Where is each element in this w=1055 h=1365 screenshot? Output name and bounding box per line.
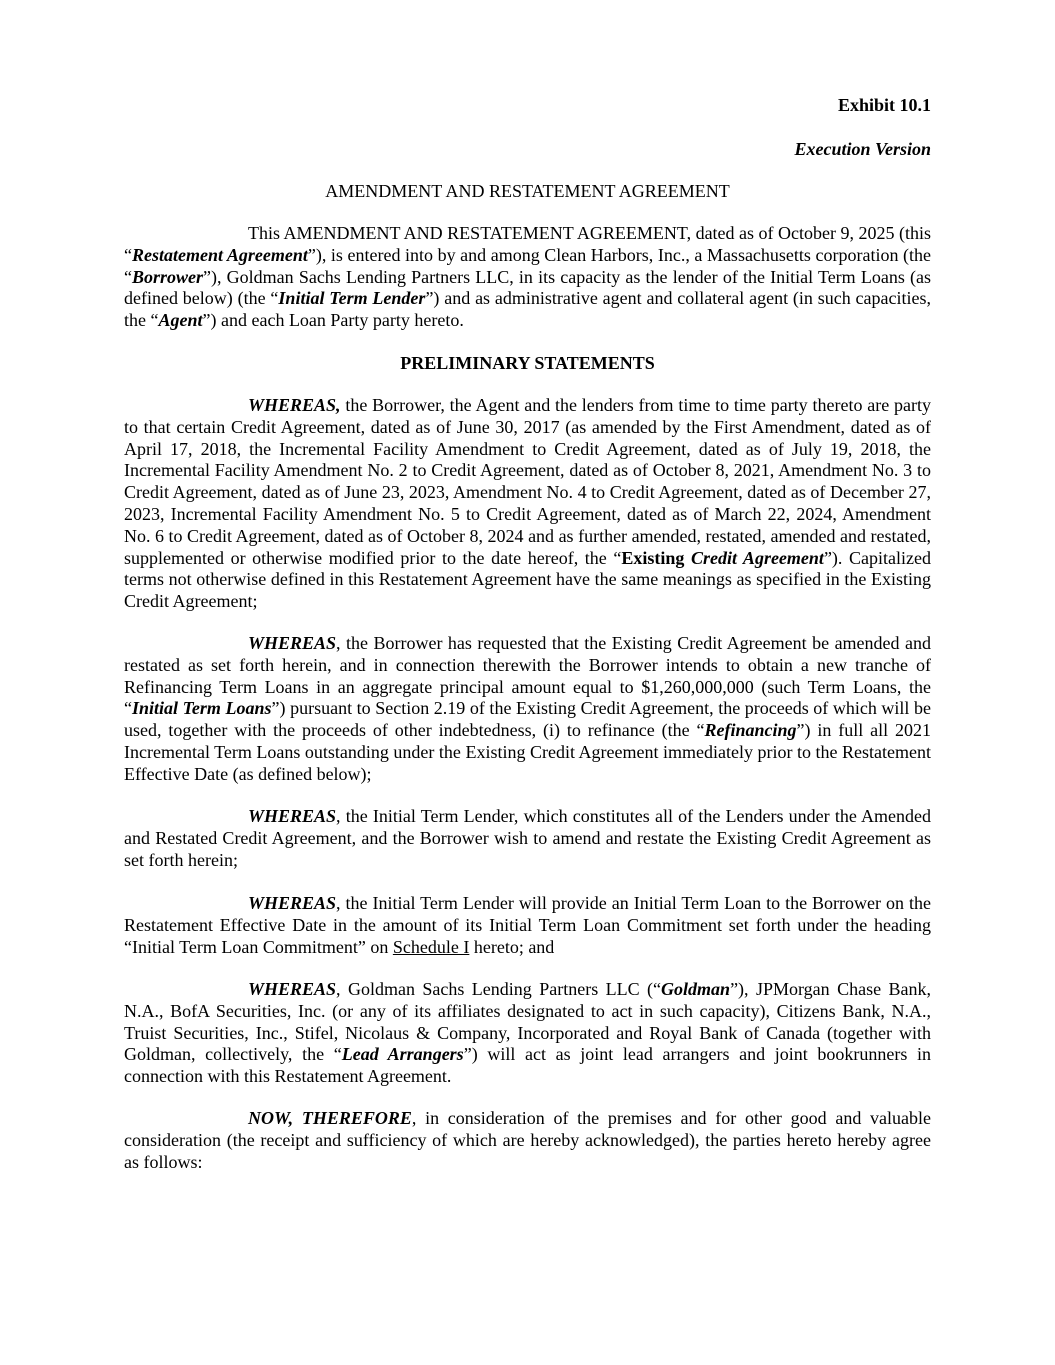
now-therefore-lead: NOW, THEREFORE xyxy=(248,1108,412,1128)
whereas-paragraph-1: WHEREAS, the Borrower, the Agent and the lenders from time to time party thereto are party to that certain Credit Agreement, dated as of June 30, 2017 (as amended by the First Amendment, dated as of April 17, 2018, the Incremental Facility Amendment to Credit Agreement, dated as of July 19, 2018, the Incremental Facility Amendment No. 2 to Credit Agreement, dated as of October 8, 2021, Amendment No. 3 to Credit Agreement, dated as of June 23, 2023, Amendment No. 4 to Credit Agreement, dated as of December 27, 2023, Incremental Facility Amendment No. 5 to Credit Agreement, dated as of March 22, 2024, Amendment No. 6 to Credit Agreement, dated as of October 8, 2024 and as further amended, restated, amended and restated, supplemented or otherwise modified prior to the date hereof, the “Existing Credit Agreement”). Capitalized terms not otherwise defined in this Restatement Agreement have the same meanings as specified in the Existing Credit Agreement; xyxy=(124,395,931,612)
whereas-lead: WHEREAS xyxy=(248,979,337,999)
defined-term: Goldman xyxy=(661,979,731,999)
defined-term: Existing xyxy=(621,547,691,568)
whereas-lead: WHEREAS xyxy=(248,633,337,653)
version-label: Execution Version xyxy=(794,139,931,159)
exhibit-label: Exhibit 10.1 xyxy=(837,95,931,115)
defined-term: Lead Arrangers xyxy=(341,1044,464,1065)
whereas-paragraph-3: WHEREAS, the Initial Term Lender, which constitutes all of the Lenders under the Amended and Restated Credit Agreement, and the Borrower wish to amend and restate the Existing Credit Agreement as set forth herein; xyxy=(124,806,931,870)
now-therefore-paragraph: NOW, THEREFORE, in consideration of the premises and for other good and valuable consideration (the receipt and sufficiency of which are hereby acknowledged), the parties hereto hereby agree as follows: xyxy=(124,1108,931,1172)
whereas-paragraph-2: WHEREAS, the Borrower has requested that the Existing Credit Agreement be amended and restated as set forth herein, and in connection therewith the Borrower intends to obtain a new tranche of Refinancing Term Loans in an aggregate principal amount equal to $1,260,000,000 (such Term Loans, the “Initial Term Loans”) pursuant to Section 2.19 of the Existing Credit Agreement, the proceeds of which will be used, together with the proceeds of other indebtedness, (i) to refinance (the “Refinancing”) in full all 2021 Incremental Term Loans outstanding under the Existing Credit Agreement immediately prior to the Restatement Effective Date (as defined below); xyxy=(124,633,931,784)
defined-term: Initial Term Lender xyxy=(278,288,426,309)
document-title: AMENDMENT AND RESTATEMENT AGREEMENT xyxy=(325,181,730,201)
whereas-lead: WHEREAS xyxy=(248,893,337,913)
defined-term: Borrower xyxy=(132,266,204,287)
preliminary-statements-heading: PRELIMINARY STATEMENTS xyxy=(400,353,655,373)
intro-paragraph: This AMENDMENT AND RESTATEMENT AGREEMENT, dated as of October 9, 2025 (this “Restatement Agreement”), is entered into by and among Clean Harbors, Inc., a Massachusetts corporation (the “Borrower”), Goldman Sachs Lending Partners LLC, in its capacity as the lender of the Initial Term Loans (as defined below) (the “Initial Term Lender”) and as administrative agent and collateral agent (in such capacities, the “Agent”) and each Loan Party party hereto. xyxy=(124,223,932,331)
whereas-lead: WHEREAS, xyxy=(248,395,341,415)
defined-term: Restatement Agreement xyxy=(132,244,308,265)
defined-term: Agent xyxy=(158,310,203,331)
schedule-reference: Schedule I xyxy=(392,936,470,957)
whereas-paragraph-4: WHEREAS, the Initial Term Lender will provide an Initial Term Loan to the Borrower on the Restatement Effective Date in the amount of its Initial Term Loan Commitment set forth under the heading “Initial Term Loan Commitment” on Schedule I hereto; and xyxy=(124,893,931,957)
whereas-lead: WHEREAS xyxy=(248,806,337,826)
defined-term: Credit Agreement xyxy=(691,547,824,568)
defined-term: Initial Term Loans xyxy=(132,698,272,719)
defined-term: Refinancing xyxy=(704,720,797,741)
whereas-paragraph-5: WHEREAS, Goldman Sachs Lending Partners LLC (“Goldman”), JPMorgan Chase Bank, N.A., BofA Securities, Inc. (or any of its affiliates designated to act in such capacity), Citizens Bank, N.A., Truist Securities, Inc., Stifel, Nicolaus & Company, Incorporated and Royal Bank of Canada (together with Goldman, collectively, the “Lead Arrangers”) will act as joint lead arrangers and joint bookrunners in connection with this Restatement Agreement. xyxy=(124,979,932,1087)
